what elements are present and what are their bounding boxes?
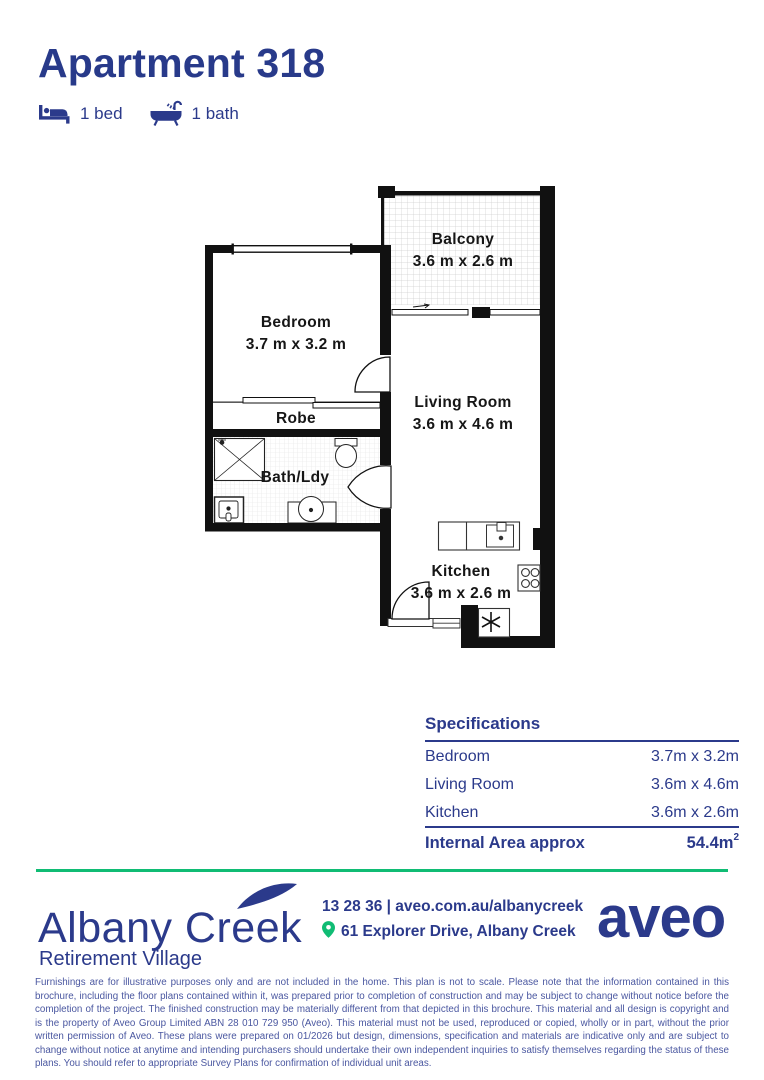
internal-area-row — [425, 828, 739, 857]
spec-label: Bedroom — [425, 747, 490, 765]
bedroom-window — [232, 244, 353, 255]
location-pin-icon — [322, 921, 335, 943]
bath-label: Bath/Ldy — [260, 469, 330, 486]
spec-label: Kitchen — [425, 803, 479, 821]
table-row — [425, 742, 739, 770]
bed-count-label: 1 bed — [80, 103, 123, 123]
balcony-room — [378, 186, 543, 319]
footer-divider — [36, 869, 728, 872]
kitchen-dims: 3.6 m x 2.6 m — [410, 585, 512, 602]
spec-value: 3.6m x 4.6m — [650, 775, 739, 793]
bath-icon — [149, 100, 183, 127]
bedroom-label: Bedroom — [260, 314, 332, 331]
bath-room — [205, 437, 391, 532]
contact-line — [322, 898, 583, 916]
toilet — [335, 439, 357, 468]
specifications-table — [425, 714, 739, 857]
living-label: Living Room — [414, 394, 512, 411]
internal-area-value: $54.4m^2$ — [686, 832, 739, 852]
table-row — [425, 770, 739, 798]
bedroom-door — [355, 357, 390, 392]
spec-value: 3.6m x 2.6m — [650, 803, 739, 821]
village-name: Albany Creek — [38, 904, 303, 952]
page-title: Apartment 318 — [38, 40, 326, 86]
address-text: 61 Explorer Drive, Albany Creek — [341, 923, 576, 940]
contact-block — [322, 898, 583, 948]
living-dims: 3.6 m x 4.6 m — [412, 416, 514, 433]
feature-row — [38, 100, 239, 127]
table-row — [425, 798, 739, 826]
bed-feature — [38, 102, 123, 125]
robe-label: Robe — [276, 410, 316, 427]
bed-icon — [38, 102, 71, 125]
kitchen-label: Kitchen — [431, 563, 491, 580]
kitchen-room — [388, 522, 541, 648]
bath-feature — [149, 100, 239, 127]
footer — [0, 882, 764, 972]
fridge — [479, 609, 510, 638]
balcony-dims: 3.6 m x 2.6 m — [412, 253, 514, 270]
spec-value: 3.7m x 3.2m — [650, 747, 739, 765]
balcony-label: Balcony — [431, 231, 495, 248]
robe-room — [205, 398, 390, 438]
living-room — [413, 394, 513, 433]
address-line — [322, 921, 583, 943]
bedroom-dims: 3.7 m x 3.2 m — [245, 336, 347, 353]
kitchen-bench — [439, 522, 520, 550]
phone-and-url: 13 28 36 | aveo.com.au/albanycreek — [322, 898, 584, 915]
wall-right — [540, 186, 555, 648]
laundry-tub — [215, 497, 244, 523]
spec-label: Living Room — [425, 775, 514, 793]
cooktop — [518, 565, 540, 591]
shower — [215, 438, 265, 481]
internal-area-label: Internal Area approx — [425, 834, 585, 852]
disclaimer-text: Furnishings are for illustrative purposes only and are not included in the home. This plan is not to scale. Please note that the information contained in this brochure, including the floor plans contained within it, was prepared prior to completion of construction and may be subject to change without notice before the completion of the project. The finished construction may be materially different from that depicted in this brochure. This material and all design is copyright and is the property of Aveo Group Limited ABN 28 010 729 950 (Aveo). This material must not be used, reproduced or copied, wholly or in part, without the prior written permission of Aveo. These plans were prepared on 01/2026 but design, dimensions, specification and materials are indicative only and are subject to change without notice at anytime and intending purchasers should undertake their own independent inquiries to satisfy themselves regarding the status of these plans. You should refer to appropriate Survey Plans for confirmation of individual unit areas. — [35, 977, 729, 1070]
specifications-heading: Specifications — [425, 714, 541, 733]
bath-count-label: 1 bath — [191, 103, 239, 123]
floor-plan — [185, 178, 567, 660]
village-subtitle: Retirement Village — [39, 948, 203, 970]
balcony-sliding-door — [391, 304, 540, 319]
aveo-logo: aveo — [597, 885, 726, 950]
